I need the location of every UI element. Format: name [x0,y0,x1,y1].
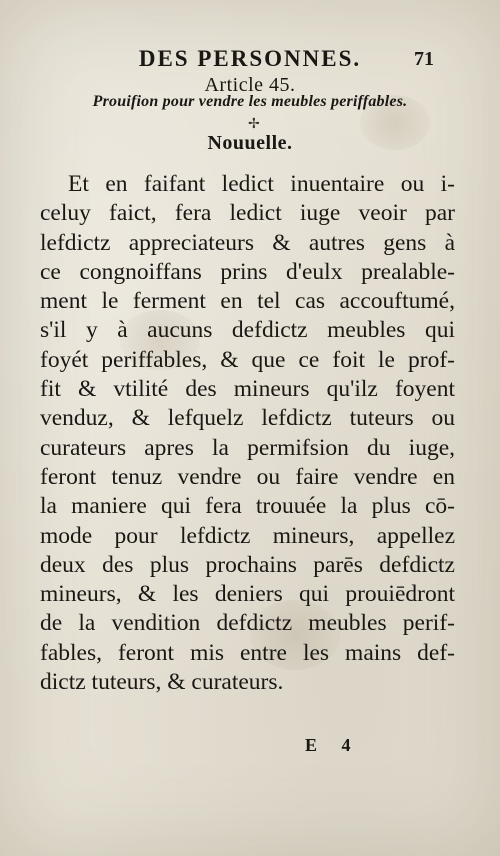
body-text [40,170,455,697]
text-line: ment le ferment en tel cas accouftumé, [40,288,455,315]
text-line: celuy faict, fera ledict iuge veoir par [40,200,455,227]
text-line: Et en faifant ledict inuentaire ou i- [68,171,455,197]
text-line: fables, feront mis entre les mains def- [40,639,455,666]
article-rubric: Prouifion pour vendre les meubles periffables. [92,93,408,110]
text-line: feront tenuz vendre ou faire vendre en [40,463,455,490]
text-line: curateurs apres la permifsion du iuge, [40,434,455,461]
ornament-icon: ✢ [248,117,260,132]
text-line: fit & vtilité des mineurs qu'ilz foyent [40,376,455,403]
text-line: s'il y à aucuns defdictz meubles qui [40,317,455,344]
section-heading: Nouuelle. [207,132,293,154]
article-number: Article 45. [204,74,296,96]
text-line: foyét periffables, & que ce foit le prof- [40,346,455,373]
running-head: DES PERSONNES. [138,46,362,71]
text-line: deux des plus prochains parēs defdictz [40,551,455,578]
text-line: ce congnoiffans prins d'eulx prealable- [40,258,455,285]
signature-mark: E 4 [305,735,361,755]
text-line: venduz, & lefquelz lefdictz tuteurs ou [40,405,455,432]
text-line: lefdictz appreciateurs & autres gens à [40,229,455,256]
text-line: de la vendition defdictz meubles perif- [40,610,455,637]
page-number: 71 [414,48,434,70]
text-line: mineurs, & les deniers qui prouiēdront [40,581,455,608]
text-line: la maniere qui fera trouuée la plus cō- [40,493,455,520]
text-line: mode pour lefdictz mineurs, appellez [40,522,455,549]
text-line: dictz tuteurs, & curateurs. [40,669,284,696]
